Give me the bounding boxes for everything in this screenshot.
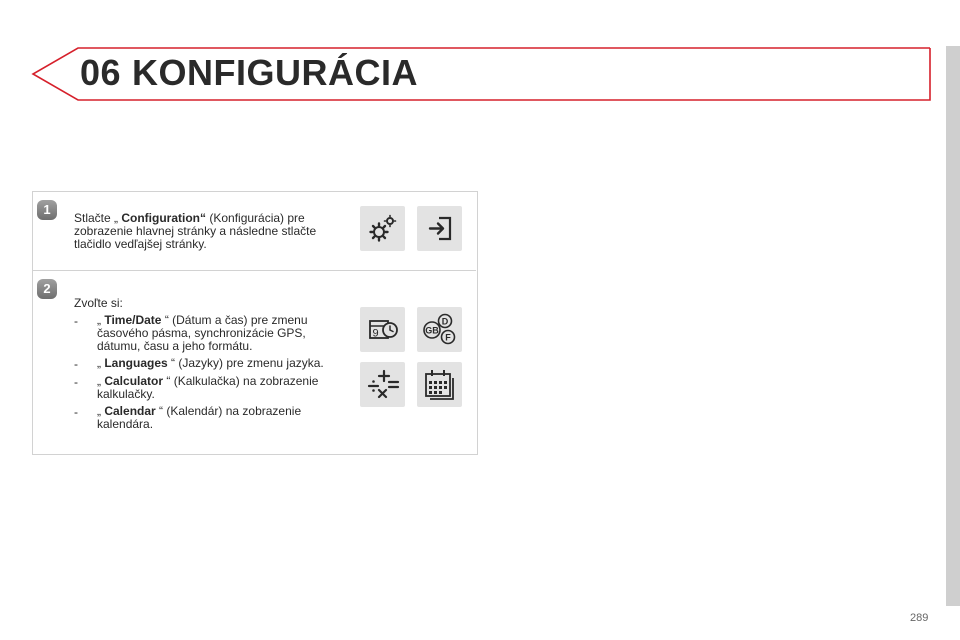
next-page-button[interactable]: [417, 206, 462, 251]
item-calculator-line2: kalkulačky.: [97, 387, 155, 401]
chapter-title: KONFIGURÁCIA: [132, 52, 418, 93]
list-dash: -: [74, 314, 78, 328]
next-page-icon: [417, 206, 462, 251]
calendar-button[interactable]: [417, 362, 462, 407]
item-timedate-line1: „ Time/Date “ (Dátum a čas) pre zmenu: [97, 313, 308, 327]
languages-icon: [417, 307, 462, 352]
list-dash: -: [74, 375, 78, 389]
list-dash: -: [74, 357, 78, 371]
calendar-icon: [417, 362, 462, 407]
lang-gb-label: GB: [425, 325, 439, 336]
item-languages-line1: „ Languages “ (Jazyky) pre zmenu jazyka.: [97, 356, 324, 370]
lang-d-label: D: [441, 316, 449, 327]
time-date-icon: [360, 307, 405, 352]
languages-button[interactable]: [417, 307, 462, 352]
gears-icon: [360, 206, 405, 251]
item-timedate-line3: dátumu, času a jeho formátu.: [97, 339, 253, 353]
svg-text:9: 9: [372, 327, 379, 340]
step1-line1: Stlačte „ Configuration“ (Konfigurácia) pre: [74, 211, 305, 225]
panel-divider: [32, 270, 476, 271]
time-date-button[interactable]: [360, 307, 405, 352]
configuration-button[interactable]: [360, 206, 405, 251]
side-strip: [946, 46, 960, 606]
step1-line3: tlačidlo vedľajšej stránky.: [74, 237, 207, 251]
list-dash: -: [74, 405, 78, 419]
step1-line2: zobrazenie hlavnej stránky a následne stlačte: [74, 224, 317, 238]
item-calculator-line1: „ Calculator “ (Kalkulačka) na zobrazenie: [97, 374, 319, 388]
calculator-button[interactable]: [360, 362, 405, 407]
calculator-icon: [360, 362, 405, 407]
page-number: 289: [910, 612, 929, 624]
item-calendar-line2: kalendára.: [97, 417, 154, 431]
item-timedate-line2: časového pásma, synchronizácie GPS,: [97, 326, 306, 340]
chapter-number: 06: [80, 52, 122, 93]
step2-intro: Zvoľte si:: [74, 296, 123, 310]
step-badge-2: 2: [37, 279, 57, 299]
item-calendar-line1: „ Calendar “ (Kalendár) na zobrazenie: [97, 404, 302, 418]
lang-f-label: F: [445, 332, 451, 343]
step-badge-1: 1: [37, 200, 57, 220]
